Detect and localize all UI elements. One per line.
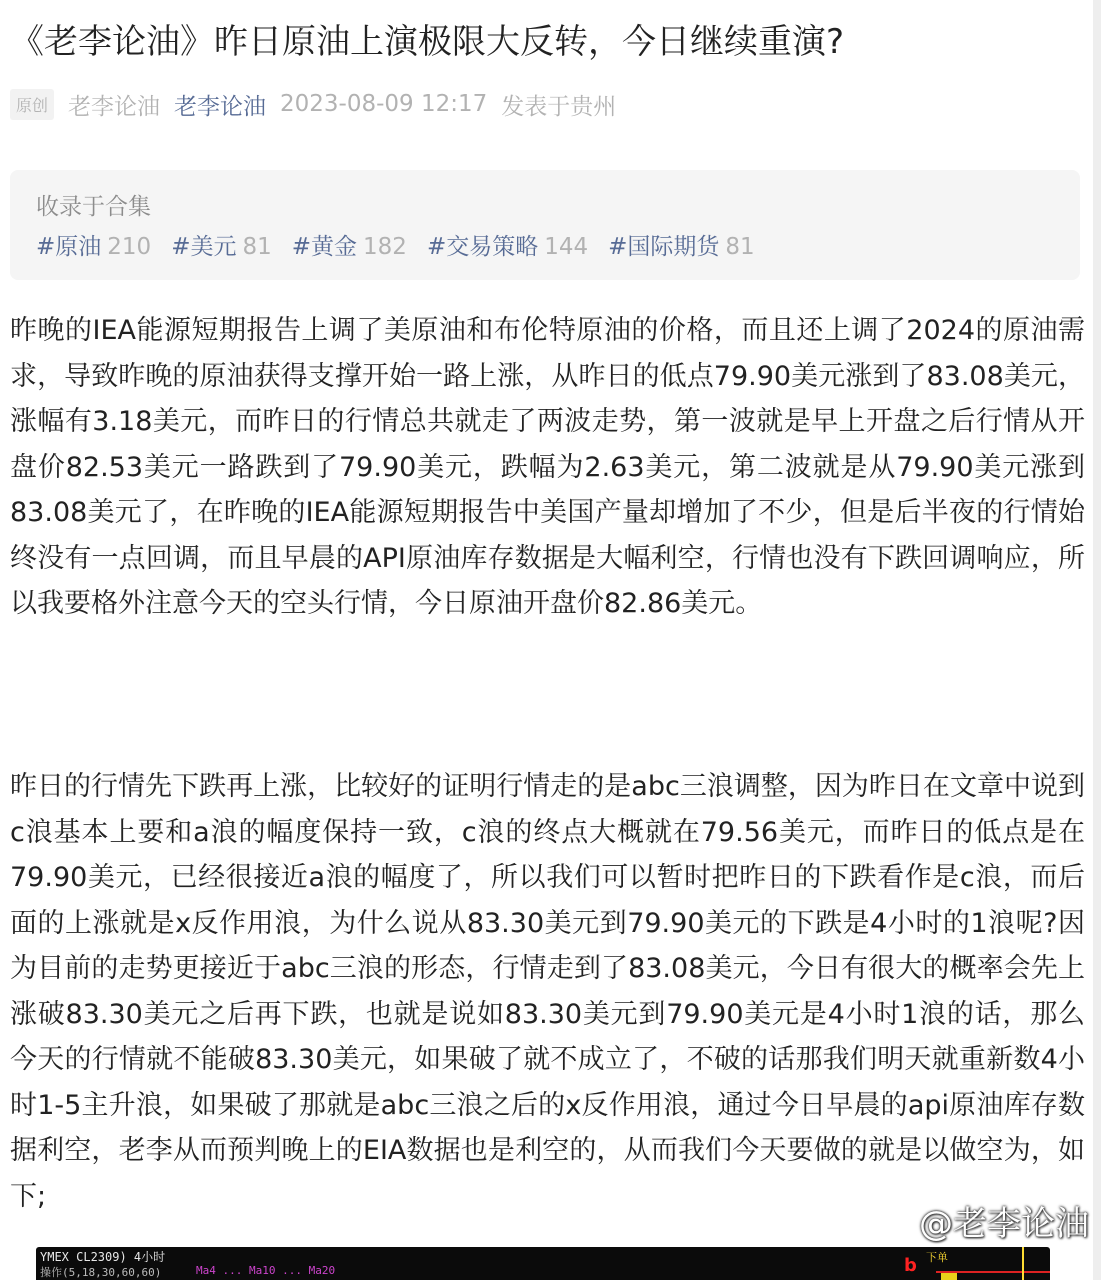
article-title: 《老李论油》昨日原油上演极限大反转，今日继续重演? [10, 22, 845, 62]
tag-name: #黄金 [291, 234, 358, 260]
chart-image-preview [36, 1247, 1050, 1280]
chart-indicator-info: 操作(5,18,30,60,60) [40, 1266, 162, 1279]
tag-name: #国际期货 [608, 234, 720, 260]
collection-tag[interactable] [292, 228, 407, 261]
tag-count: 210 [107, 234, 152, 260]
collection-title: 收录于合集 [36, 194, 151, 220]
publish-location: 发表于贵州 [501, 93, 617, 120]
collection-panel [10, 170, 1080, 280]
original-badge: 原创 [10, 89, 54, 120]
collection-tag[interactable] [171, 228, 272, 261]
article-paragraph-1: 昨晚的IEA能源短期报告上调了美原油和布伦特原油的价格，而且还上调了2024的原油需求，导致昨晚的原油获得支撑开始一路上涨，从昨日的低点79.90美元涨到了83.08美元，涨幅有3.18美元，而昨日的行情总共就走了两波走势，第一波就是早上开盘之后行情从开盘价82.53美元一路跌到了79.90美元，跌幅为2.63美元，第二波就是从79.90美元涨到83.08美元了，在昨晚的IEA能源短期报告中美国产量却增加了不少，但是后半夜的行情始终没有一点回调，而且早晨的API原油库存数据是大幅利空，行情也没有下跌回调响应，所以我要格外注意今天的空头行情，今日原油开盘价82.86美元。 [10, 315, 1085, 619]
tag-count: 81 [242, 234, 272, 260]
article-meta [10, 86, 616, 122]
tag-count: 144 [544, 234, 589, 260]
chart-symbol-label: YMEX CL2309) 4小时 [40, 1250, 166, 1264]
page-edge [1093, 0, 1101, 1280]
collection-tag[interactable] [427, 228, 588, 261]
collection-tags [36, 228, 755, 261]
chart-vertical-line [1022, 1247, 1024, 1280]
chart-price-box [941, 1273, 957, 1280]
tag-name: #美元 [171, 234, 237, 260]
tag-name: #交易策略 [426, 234, 539, 260]
publish-datetime: 2023-08-09 12:17 [280, 91, 488, 117]
tag-count: 182 [363, 234, 407, 260]
chart-order-marker: 下单 [926, 1251, 948, 1264]
collection-tag[interactable] [36, 228, 151, 261]
weibo-logo-icon [881, 1205, 913, 1237]
tag-count: 81 [725, 234, 755, 260]
article-paragraph-2: 昨日的行情先下跌再上涨，比较好的证明行情走的是abc三浪调整，因为昨日在文章中说到c浪基本上要和a浪的幅度保持一致，c浪的终点大概就在79.56美元，而昨日的低点是在79.90美元，已经很接近a浪的幅度了，所以我们可以暂时把昨日的下跌看作是c浪，而后面的上涨就是x反作用浪，为什么说从83.30美元到79.90美元的下跌是4小时的1浪呢?因为目前的走势更接近于abc三浪的形态，行情走到了83.08美元，今日有很大的概率会先上涨破83.30美元之后再下跌，也就是说如83.30美元到79.90美元是4小时1浪的话，那么今天的行情就不能破83.30美元，如果破了就不成立了，不破的话那我们明天就重新数4小时1-5主升浪，如果破了那就是abc三浪之后的x反作用浪，通过今日早晨的api原油库存数据利空，老李从而预判晚上的EIA数据也是利空的，从而我们今天要做的就是以做空为，如下; [10, 771, 1085, 1212]
account-link[interactable]: 老李论油 [174, 93, 267, 120]
tag-name: #原油 [36, 234, 102, 260]
chart-wave-marker: b [904, 1255, 917, 1276]
watermark [881, 1196, 1089, 1245]
watermark-text: @老李论油 [919, 1204, 1089, 1244]
chart-ma-info: Ma4 ... Ma10 ... Ma20 [196, 1264, 336, 1277]
collection-tag[interactable] [608, 228, 755, 261]
author-name: 老李论油 [68, 93, 161, 120]
